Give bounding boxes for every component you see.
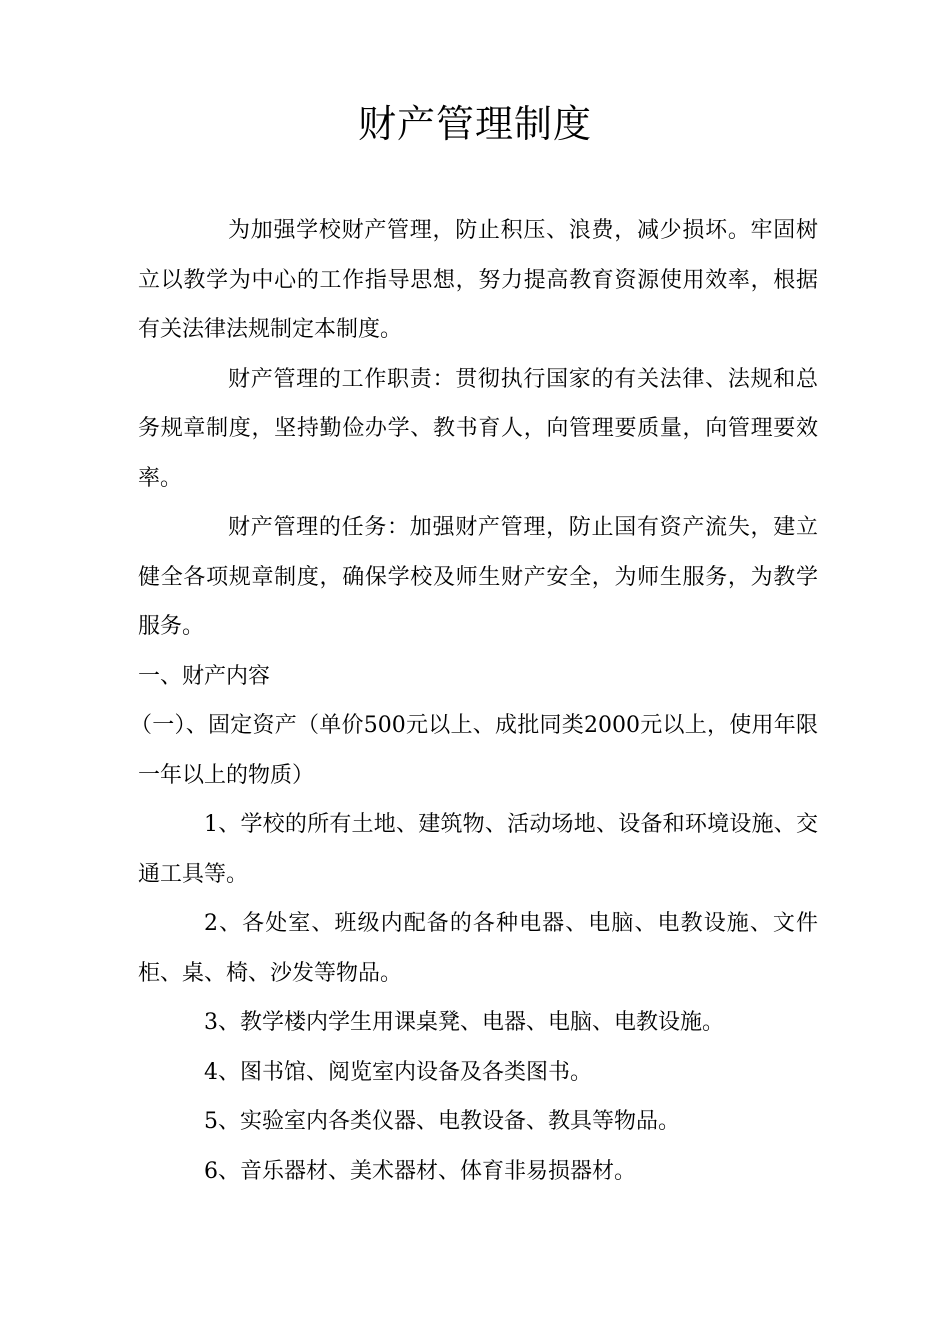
list-item: 4、图书馆、阅览室内设备及各类图书。 (204, 1059, 592, 1085)
list-item: 3、教学楼内学生用课桌凳、电器、电脑、电教设施。 (204, 1010, 724, 1035)
document-body (130, 206, 818, 1196)
intro-paragraph: 为加强学校财产管理，防止积压、浪费，减少损坏。牢固树立以教学为中心的工作指导思想，努力提高教育资源使用效率，根据有关法律法规制定本制度。 (138, 218, 818, 342)
subsection-heading: （一）、固定资产（单价500元以上、成批同类2000元以上，使用年限一年以上的物质） (130, 713, 818, 788)
document-title: 财产管理制度 (357, 102, 592, 146)
section-heading: 一、财产内容 (138, 663, 271, 689)
list-item: 1、学校的所有土地、建筑物、活动场地、设备和环境设施、交通工具等。 (138, 812, 818, 887)
duties-paragraph: 财产管理的工作职责：贯彻执行国家的有关法律、法规和总务规章制度，坚持勤俭办学、教书育人，向管理要质量，向管理要效率。 (138, 366, 818, 491)
tasks-paragraph: 财产管理的任务：加强财产管理，防止国有资产流失，建立健全各项规章制度，确保学校及师生财产安全，为师生服务，为教学服务。 (138, 515, 818, 639)
list-item: 5、实验室内各类仪器、电教设备、教具等物品。 (204, 1109, 680, 1134)
list-item: 6、音乐器材、美术器材、体育非易损器材。 (204, 1158, 636, 1184)
list-item: 2、各处室、班级内配备的各种电器、电脑、电教设施、文件柜、桌、椅、沙发等物品。 (138, 911, 818, 986)
